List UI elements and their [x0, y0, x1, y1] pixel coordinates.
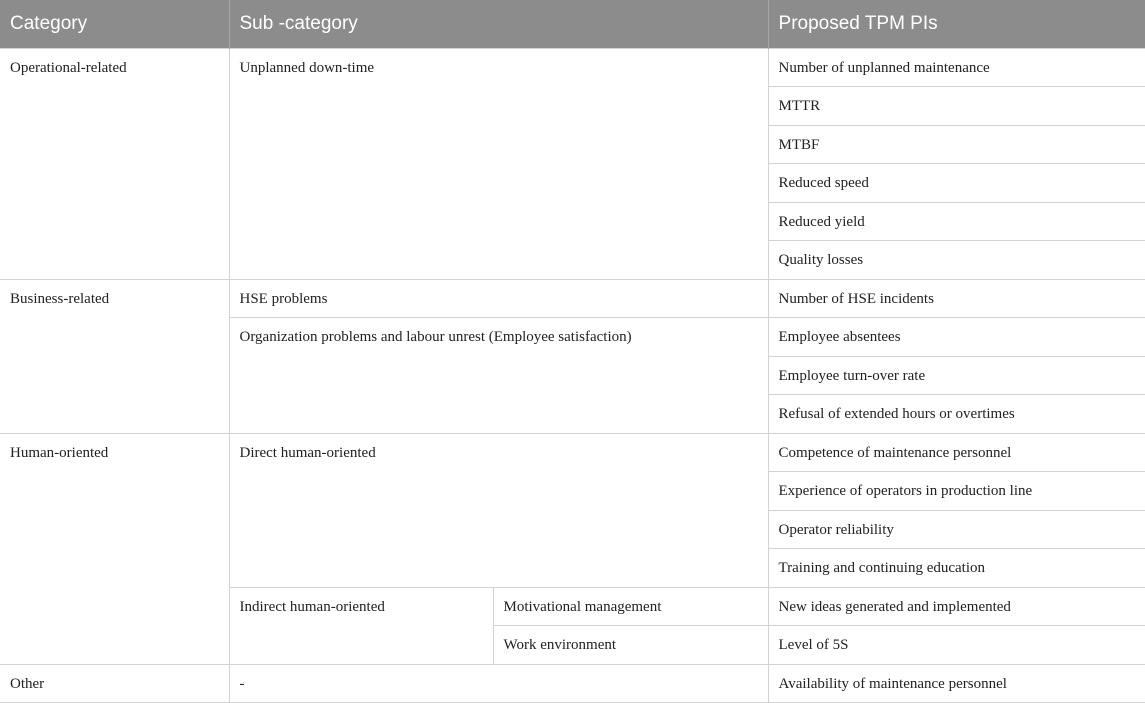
pi-cell: Employee turn-over rate: [768, 356, 1145, 395]
pi-cell: Experience of operators in production line: [768, 472, 1145, 511]
table-row: [0, 433, 1145, 472]
header-proposed-pis: Proposed TPM PIs: [768, 0, 1145, 48]
pi-cell: Reduced speed: [768, 164, 1145, 203]
pi-cell: New ideas generated and implemented: [768, 587, 1145, 626]
subcategory-cell-unplanned-downtime: Unplanned down-time: [229, 48, 768, 279]
table-row: [0, 279, 1145, 318]
category-cell-other: Other: [0, 664, 229, 703]
subcategory-cell-other: -: [229, 664, 768, 703]
pi-cell: Availability of maintenance personnel: [768, 664, 1145, 703]
pi-cell: MTBF: [768, 125, 1145, 164]
subcategory-cell-direct-human: Direct human-oriented: [229, 433, 768, 587]
pi-cell: Number of HSE incidents: [768, 279, 1145, 318]
subcategory-cell-hse: HSE problems: [229, 279, 768, 318]
pi-cell: Refusal of extended hours or overtimes: [768, 395, 1145, 434]
pi-cell: Level of 5S: [768, 626, 1145, 665]
pi-cell: MTTR: [768, 87, 1145, 126]
pi-cell: Training and continuing education: [768, 549, 1145, 588]
subcategory-cell-indirect-human: Indirect human-oriented: [229, 587, 493, 664]
pi-cell: Employee absentees: [768, 318, 1145, 357]
header-subcategory: Sub -category: [229, 0, 768, 48]
category-cell-operational: Operational-related: [0, 48, 229, 279]
category-cell-business: Business-related: [0, 279, 229, 433]
pi-cell: Number of unplanned maintenance: [768, 48, 1145, 87]
header-category: Category: [0, 0, 229, 48]
table-row: [0, 48, 1145, 87]
subcategory-cell-organization: Organization problems and labour unrest (Employee satisfaction): [229, 318, 768, 434]
sub-subcategory-cell: Work environment: [493, 626, 768, 665]
pi-cell: Quality losses: [768, 241, 1145, 280]
pi-cell: Competence of maintenance personnel: [768, 433, 1145, 472]
pi-cell: Reduced yield: [768, 202, 1145, 241]
category-cell-human: Human-oriented: [0, 433, 229, 664]
pi-cell: Operator reliability: [768, 510, 1145, 549]
sub-subcategory-cell: Motivational management: [493, 587, 768, 626]
header-row: [0, 0, 1145, 48]
table-row: [0, 664, 1145, 703]
